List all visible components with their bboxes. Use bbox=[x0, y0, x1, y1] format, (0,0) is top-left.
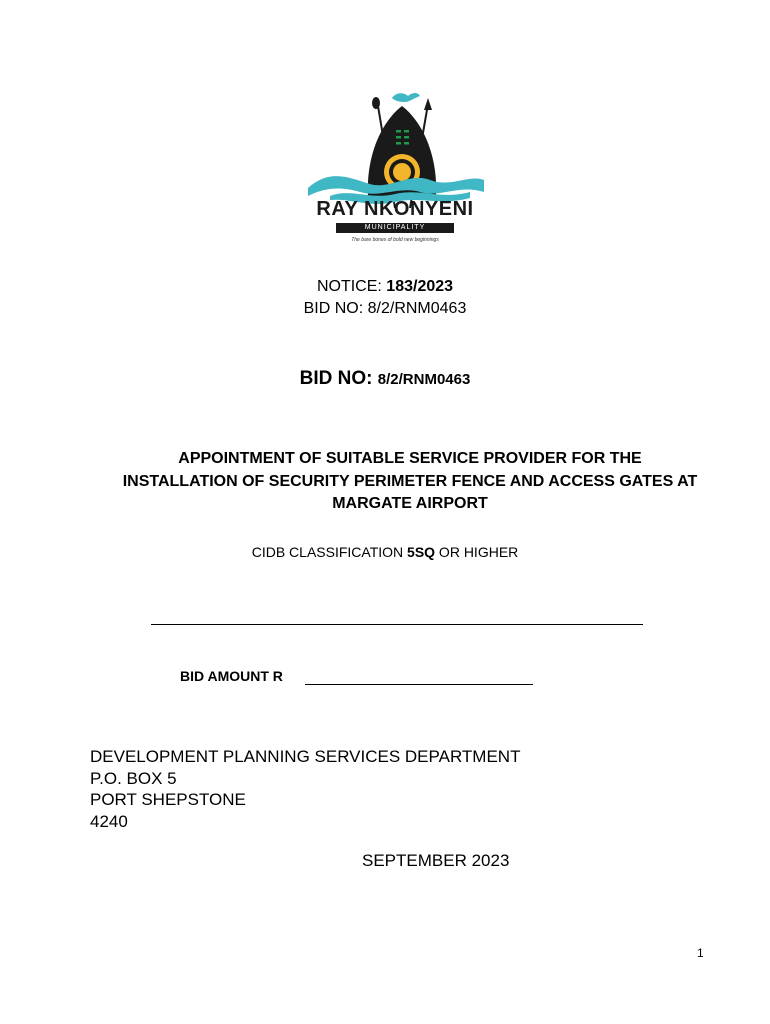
cidb-prefix: CIDB CLASSIFICATION bbox=[251, 544, 408, 560]
notice-number: 183/2023 bbox=[386, 278, 454, 295]
signature-rule bbox=[151, 624, 643, 625]
bid-amount-label: BID AMOUNT R bbox=[180, 668, 283, 684]
logo-subtitle: MUNICIPALITY bbox=[336, 223, 454, 233]
address-town: PORT SHEPSTONE bbox=[90, 790, 246, 809]
bid-number-line: BID NO: 8/2/RNM0463 bbox=[303, 300, 467, 317]
logo-tagline: The bare bones of bold new beginnings bbox=[351, 237, 439, 243]
cidb-suffix: OR HIGHER bbox=[435, 544, 519, 560]
notice-line bbox=[0, 278, 770, 296]
bid-number-heading-label: BID NO: bbox=[299, 368, 378, 389]
tender-title: APPOINTMENT OF SUITABLE SERVICE PROVIDER FOR THE INSTALLATION OF SECURITY PERIMETER FENCE AND ACCESS GATES AT MARGATE AIRPORT bbox=[122, 450, 698, 512]
bid-amount-blank bbox=[305, 684, 533, 685]
logo-name: RAY NKONYENI bbox=[316, 198, 474, 220]
cidb-classification bbox=[0, 544, 770, 560]
page-number: 1 bbox=[697, 946, 704, 960]
cidb-grade: 5SQ bbox=[407, 544, 436, 560]
address-department: DEVELOPMENT PLANNING SERVICES DEPARTMENT bbox=[90, 747, 521, 766]
address-box: P.O. BOX 5 bbox=[90, 768, 177, 788]
document-date: SEPTEMBER 2023 bbox=[362, 851, 510, 870]
bid-number-heading bbox=[0, 368, 770, 390]
address-code: 4240 bbox=[90, 811, 128, 831]
bid-number-heading-value: 8/2/RNM0463 bbox=[377, 371, 471, 388]
address-block bbox=[90, 746, 520, 832]
notice-label: NOTICE: bbox=[316, 278, 387, 295]
